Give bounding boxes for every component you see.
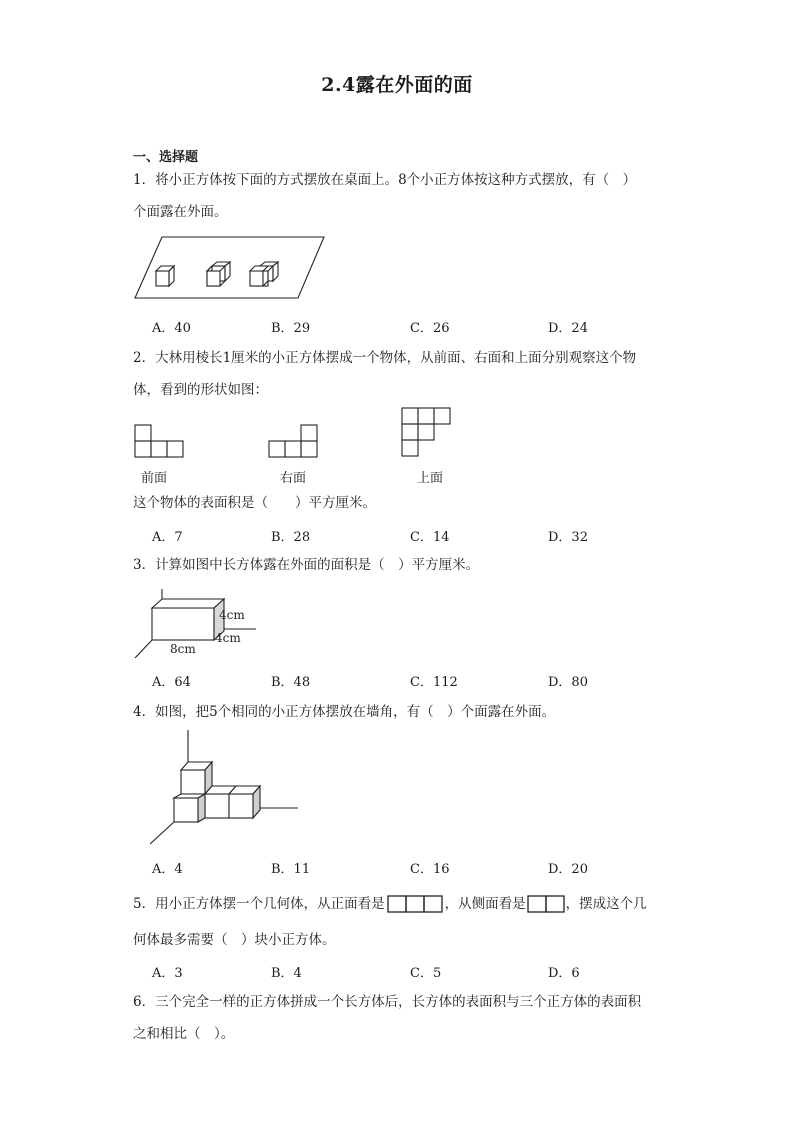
- question-3-option-c: C．112: [410, 675, 458, 690]
- section-heading: 一、选择题: [133, 150, 199, 165]
- top-view-figure: [401, 407, 453, 459]
- question-4-option-a: A．4: [152, 862, 183, 877]
- right-view-label: 右面: [280, 471, 307, 486]
- question-5-option-b: B．4: [271, 966, 302, 981]
- question-2-line2: 体，看到的形状如图：: [133, 382, 268, 398]
- front-view-figure: [134, 424, 186, 458]
- question-4-option-c: C．16: [410, 862, 450, 877]
- question-1-line1: 1．将小正方体按下面的方式摆放在桌面上。8个小正方体按这种方式摆放，有（ ）: [133, 172, 637, 188]
- question-2-option-b: B．28: [271, 530, 311, 545]
- question-2-line1: 2．大林用棱长1厘米的小正方体摆成一个物体，从前面、右面和上面分别观察这个物: [133, 350, 637, 366]
- question-5-option-d: D．6: [548, 966, 580, 981]
- right-view-figure: [268, 424, 320, 458]
- question-6-line1: 6．三个完全一样的正方体拼成一个长方体后，长方体的表面积与三个正方体的表面积: [133, 994, 642, 1010]
- question-5-text-a: 5．用小正方体摆一个几何体，从正面看是: [133, 896, 385, 912]
- question-2-option-a: A．7: [152, 530, 183, 545]
- question-1-figure: [134, 236, 326, 300]
- question-5-line2: 何体最多需要（ ）块小正方体。: [133, 932, 336, 948]
- front-view-three-squares: [387, 894, 443, 914]
- question-5-line1: [133, 888, 647, 920]
- cuboid-height-label: 4cm: [219, 608, 245, 622]
- question-4-corner-figure: [150, 730, 300, 846]
- question-5-text-b: ，从侧面看是: [444, 896, 526, 912]
- question-3-cuboid-figure: [134, 588, 258, 660]
- question-5-option-c: C．5: [410, 966, 442, 981]
- cuboid-length-label: 8cm: [170, 642, 196, 656]
- question-3-option-b: B．48: [271, 675, 311, 690]
- page-title: 2.4露在外面的面: [321, 74, 473, 96]
- question-5-text-c: ，摆成这个几: [565, 896, 647, 912]
- question-1-line2: 个面露在外面。: [133, 204, 228, 220]
- question-1-option-a: A．40: [152, 321, 191, 336]
- front-view-label: 前面: [141, 471, 168, 486]
- question-3-option-d: D．80: [548, 675, 588, 690]
- question-6-line2: 之和相比（ ）。: [133, 1026, 235, 1042]
- question-3-line1: 3．计算如图中长方体露在外面的面积是（ ）平方厘米。: [133, 557, 480, 573]
- question-4-option-b: B．11: [271, 862, 311, 877]
- top-view-label: 上面: [417, 471, 444, 486]
- question-1-option-b: B．29: [271, 321, 311, 336]
- question-2-option-c: C．14: [410, 530, 450, 545]
- question-4-line1: 4．如图，把5个相同的小正方体摆放在墙角，有（ ）个面露在外面。: [133, 704, 556, 720]
- question-1-option-c: C．26: [410, 321, 450, 336]
- cuboid-width-label: 4cm: [215, 631, 241, 645]
- question-4-option-d: D．20: [548, 862, 588, 877]
- question-2-line3: 这个物体的表面积是（ ）平方厘米。: [133, 495, 376, 511]
- side-view-two-squares: [527, 894, 565, 914]
- question-2-option-d: D．32: [548, 530, 588, 545]
- question-3-option-a: A．64: [152, 675, 191, 690]
- question-1-option-d: D．24: [548, 321, 588, 336]
- question-5-option-a: A．3: [152, 966, 183, 981]
